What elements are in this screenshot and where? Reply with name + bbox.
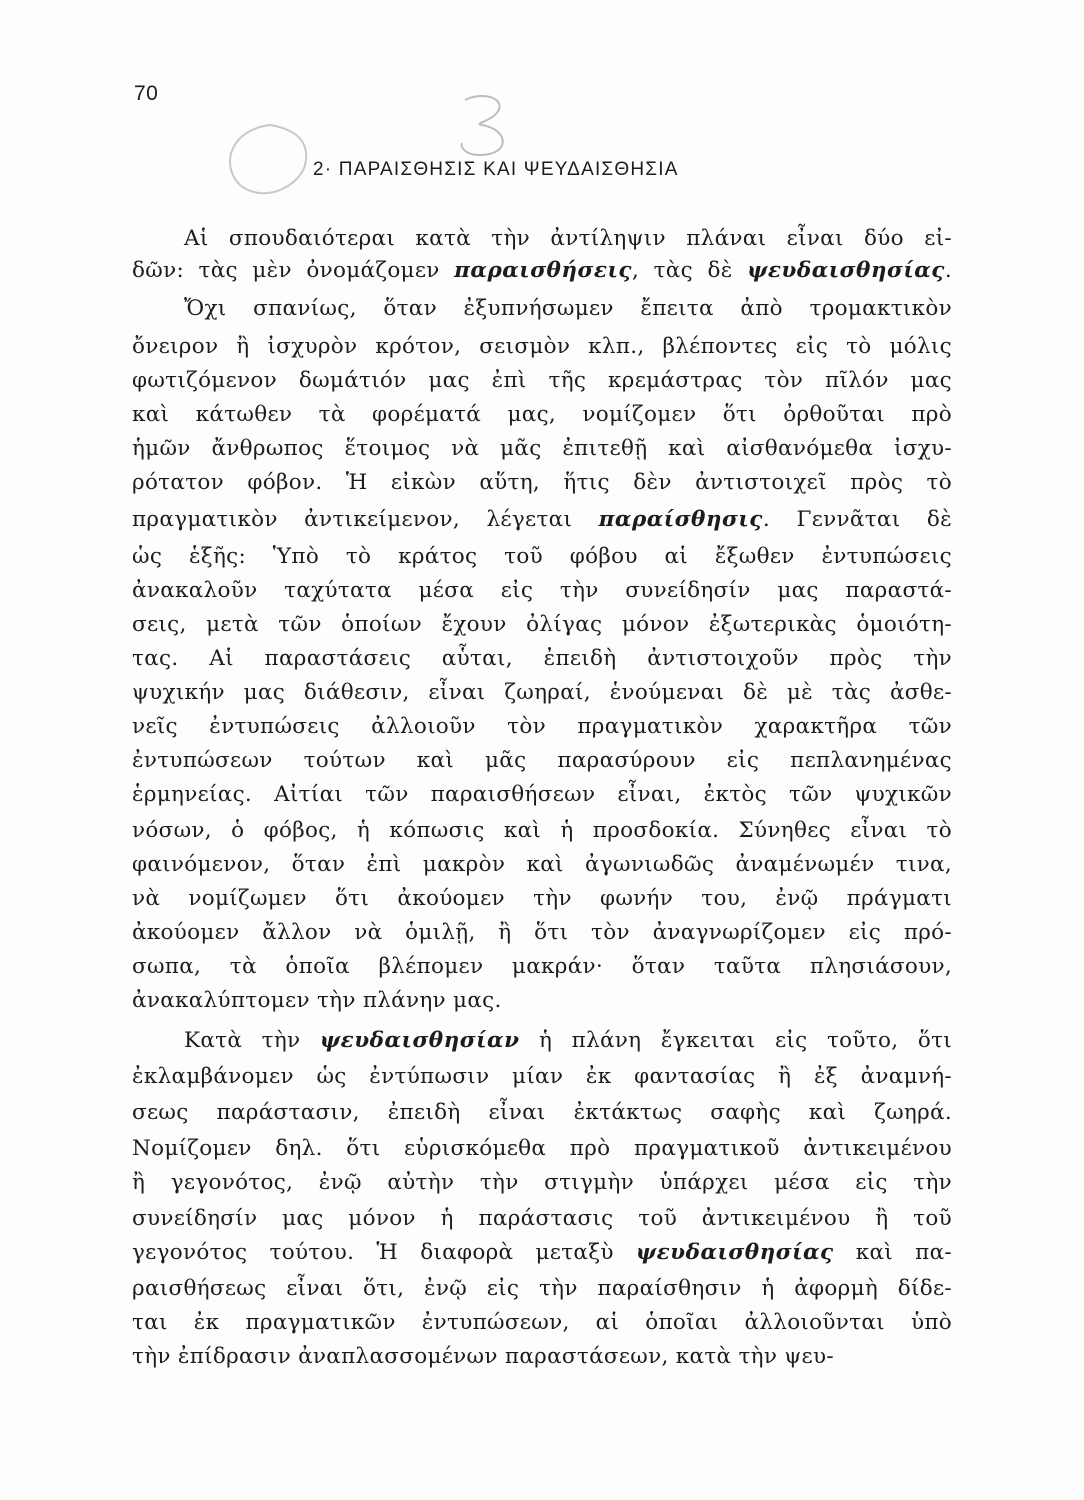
text-line: συνείδησίν μας μόνον ἡ παράστασις τοῦ ἀντικειμένου ἢ τοῦ xyxy=(132,1206,952,1231)
text-line: ἐκλαμβάνομεν ὡς ἐντύπωσιν μίαν ἐκ φαντασίας ἢ ἐξ ἀναμνή- xyxy=(132,1064,952,1089)
text-line: σεως παράστασιν, ἐπειδὴ εἶναι ἐκτάκτως σαφὴς καὶ ζωηρά. xyxy=(132,1100,952,1125)
text-line: Ὄχι σπανίως, ὅταν ἐξυπνήσωμεν ἔπειτα ἀπὸ τρομακτικὸν xyxy=(184,296,952,321)
text-line: ἐντυπώσεων τούτων καὶ μᾶς παρασύρουν εἰς πεπλανημένας xyxy=(132,748,952,773)
text-line: ἢ γεγονότος, ἐνῷ αὐτὴν τὴν στιγμὴν ὑπάρχει μέσα εἰς τὴν xyxy=(132,1170,952,1195)
text-line: ραισθήσεως εἶναι ὅτι, ἐνῷ εἰς τὴν παραίσθησιν ἡ ἀφορμὴ δίδε- xyxy=(132,1276,952,1301)
text-line: ὡς ἑξῆς: Ὑπὸ τὸ κράτος τοῦ φόβου αἱ ἔξωθεν ἐντυπώσεις xyxy=(132,544,952,569)
text-line: πραγματικὸν ἀντικείμενον, λέγεται παραίσθησις. Γεννᾶται δὲ xyxy=(132,507,952,532)
text-line: ψυχικήν μας διάθεσιν, εἶναι ζωηραί, ἑνούμεναι δὲ μὲ τὰς ἀσθε- xyxy=(132,680,952,705)
text-line: ἀνακαλύπτομεν τὴν πλάνην μας. xyxy=(132,988,502,1013)
text-line: νόσων, ὁ φόβος, ἡ κόπωσις καὶ ἡ προσδοκία. Σύνηθες εἶναι τὸ xyxy=(132,818,952,843)
text-line: σεις, μετὰ τῶν ὁποίων ἔχουν ὀλίγας μόνον ἐξωτερικὰς ὁμοιότη- xyxy=(132,612,952,637)
text-line: ὄνειρον ἢ ἰσχυρὸν κρότον, σεισμὸν κλπ., βλέποντες εἰς τὸ μόλις xyxy=(132,334,952,359)
pencil-annotation xyxy=(210,85,550,225)
text-line: δῶν: τὰς μὲν ὀνομάζομεν παραισθήσεις, τὰς δὲ ψευδαισθησίας. xyxy=(132,258,952,283)
text-line: ἀνακαλοῦν ταχύτατα μέσα εἰς τὴν συνείδησίν μας παραστά- xyxy=(132,578,952,603)
text-line: τας. Αἱ παραστάσεις αὗται, ἐπειδὴ ἀντιστοιχοῦν πρὸς τὴν xyxy=(132,646,952,671)
key-term: ψευδαισθησίαν xyxy=(319,1028,520,1053)
text-line: ται ἐκ πραγματικῶν ἐντυπώσεων, αἱ ὁποῖαι ἀλλοιοῦνται ὑπὸ xyxy=(132,1310,952,1335)
text-line: ἑρμηνείας. Αἰτίαι τῶν παραισθήσεων εἶναι, ἐκτὸς τῶν ψυχικῶν xyxy=(132,782,952,807)
text-line: γεγονότος τούτου. Ἡ διαφορὰ μεταξὺ ψευδαισθησίας καὶ πα- xyxy=(132,1240,952,1265)
page-number: 70 xyxy=(134,82,159,105)
text-line: ἡμῶν ἄνθρωπος ἕτοιμος νὰ μᾶς ἐπιτεθῇ καὶ αἰσθανόμεθα ἰσχυ- xyxy=(132,436,952,461)
text-line: νὰ νομίζωμεν ὅτι ἀκούομεν τὴν φωνήν του, ἐνῷ πράγματι xyxy=(132,886,952,911)
text-line: τὴν ἐπίδρασιν ἀναπλασσομένων παραστάσεων, κατὰ τὴν ψευ- xyxy=(132,1344,834,1369)
key-term: ψευδαισθησίας xyxy=(747,258,945,283)
text-line: φαινόμενον, ὅταν ἐπὶ μακρὸν καὶ ἀγωνιωδῶς ἀναμένωμέν τινα, xyxy=(132,852,952,877)
key-term: παραισθήσεις xyxy=(454,258,632,283)
text-line: Κατὰ τὴν ψευδαισθησίαν ἡ πλάνη ἔγκειται εἰς τοῦτο, ὅτι xyxy=(184,1028,952,1053)
text-line: Νομίζομεν δηλ. ὅτι εὑρισκόμεθα πρὸ πραγματικοῦ ἀντικειμένου xyxy=(132,1136,952,1161)
text-line: σωπα, τὰ ὁποῖα βλέπομεν μακράν· ὅταν ταῦτα πλησιάσουν, xyxy=(132,954,952,979)
key-term: ψευδαισθησίας xyxy=(635,1240,834,1265)
text-line: φωτιζόμενον δωμάτιόν μας ἐπὶ τῆς κρεμάστρας τὸν πῖλόν μας xyxy=(132,368,952,393)
text-line: ἀκούομεν ἄλλον νὰ ὁμιλῇ, ἢ ὅτι τὸν ἀναγνωρίζομεν εἰς πρό- xyxy=(132,920,952,945)
text-line: Αἱ σπουδαιότεραι κατὰ τὴν ἀντίληψιν πλάναι εἶναι δύο εἰ- xyxy=(184,226,952,251)
text-line: ρότατον φόβον. Ἡ εἰκὼν αὕτη, ἥτις δὲν ἀντιστοιχεῖ πρὸς τὸ xyxy=(132,470,952,495)
text-line: καὶ κάτωθεν τὰ φορέματά μας, νομίζομεν ὅτι ὀρθοῦται πρὸ xyxy=(132,402,952,427)
text-line: νεῖς ἐντυπώσεις ἀλλοιοῦν τὸν πραγματικὸν χαρακτῆρα τῶν xyxy=(132,714,952,739)
section-heading: 2· ΠΑΡΑΙΣΘΗΣΙΣ ΚΑΙ ΨΕΥΔΑΙΣΘΗΣΙΑ xyxy=(313,159,679,180)
key-term: παραίσθησις xyxy=(598,507,763,532)
